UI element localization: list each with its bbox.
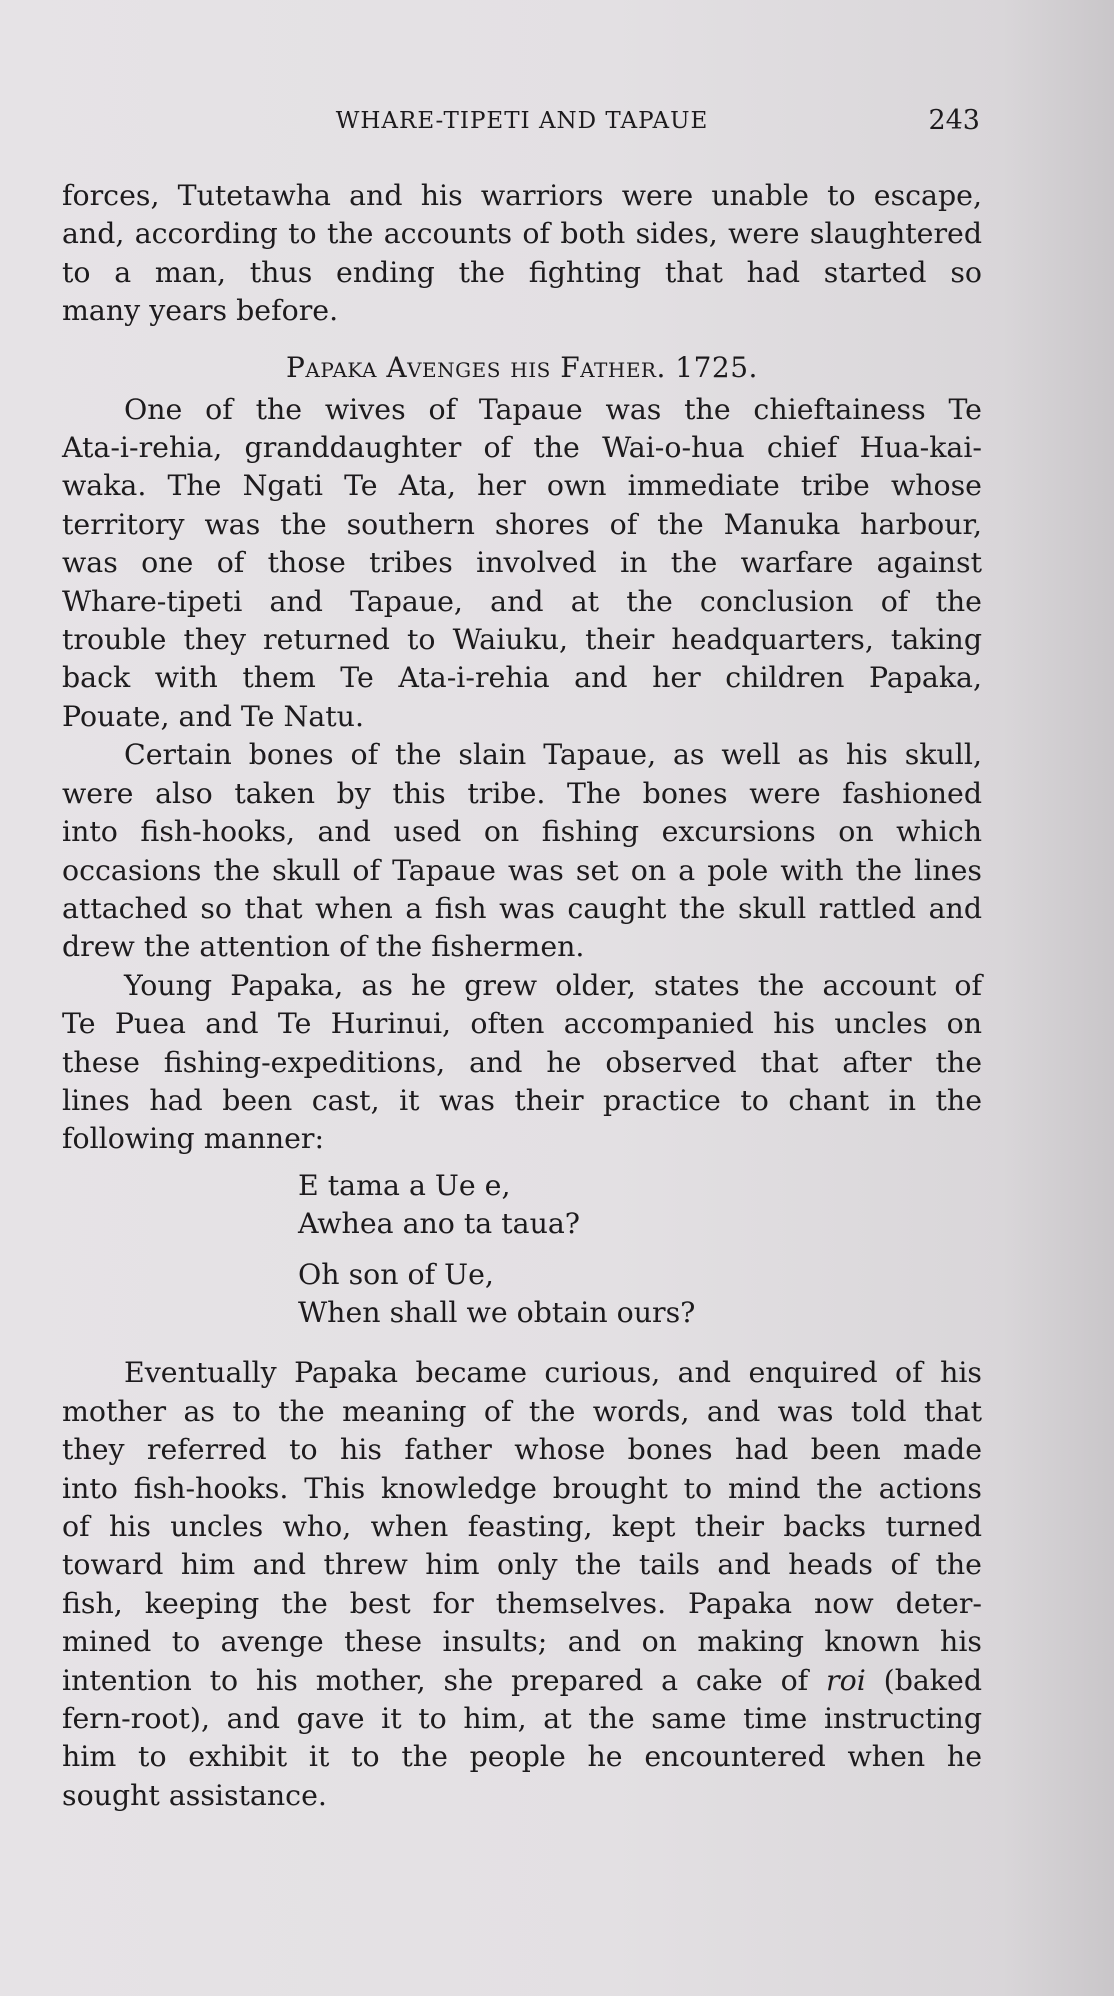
paragraph-line: into fish-hooks, and used on fishing excursions on which [62, 815, 982, 849]
paragraph-line: back with them Te Ata-i-rehia and her children Papaka, [62, 661, 982, 695]
paragraph-line: Eventually Papaka became curious, and enquired of his [124, 1356, 982, 1390]
chant-verse [298, 1167, 982, 1333]
page-number: 243 [928, 105, 980, 136]
paragraph-line: lines had been cast, it was their practice to chant in the [62, 1083, 982, 1117]
paragraph-line: trouble they returned to Waiuku, their headquarters, taking [62, 623, 982, 657]
text-segment: (baked [865, 1663, 982, 1697]
paragraph-line: waka. The Ngati Te Ata, her own immediate tribe whose [62, 469, 982, 503]
running-head [62, 105, 982, 148]
paragraph-line: into fish-hooks. This knowledge brought to mind the actions [62, 1471, 982, 1505]
paragraph-line: Certain bones of the slain Tapaue, as well as his skull, [124, 738, 982, 772]
paragraph-line: mother as to the meaning of the words, and was told that [62, 1394, 982, 1428]
paragraph-line: sought assistance. [62, 1778, 327, 1812]
paragraph-line: was one of those tribes involved in the warfare against [62, 546, 982, 580]
paragraph-line: Young Papaka, as he grew older, states the account of [124, 968, 982, 1002]
paragraph-line: attached so that when a fish was caught the skull rattled and [62, 891, 982, 925]
paragraph-line-mixed [62, 1662, 982, 1700]
chant-line: When shall we obtain ours? [298, 1295, 696, 1329]
paragraph-line: were also taken by this tribe. The bones were fashioned [62, 776, 982, 810]
paragraph-line: territory was the southern shores of the Manuka harbour, [62, 507, 982, 541]
text-segment: intention to his mother, she prepared a cake of [62, 1663, 827, 1697]
paragraph-line: of his uncles who, when feasting, kept their backs turned [62, 1510, 982, 1543]
paragraph-line: fish, keeping the best for themselves. Papaka now deter- [62, 1586, 982, 1620]
paragraph-line: fern-root), and gave it to him, at the same time instructing [62, 1702, 982, 1736]
paragraph-line: following manner: [62, 1122, 325, 1156]
paragraph-line: forces, Tutetawha and his warriors were unable to escape, [62, 179, 982, 212]
paragraph-line: drew the attention of the fishermen. [62, 930, 585, 964]
paragraph-line: they referred to his father whose bones had been made [62, 1433, 982, 1467]
paragraph-line: Whare-tipeti and Tapaue, and at the conclusion of the [62, 584, 982, 618]
paragraph-line: to a man, thus ending the fighting that had started so [62, 255, 982, 289]
chant-line: Awhea ano ta taua? [298, 1207, 581, 1241]
paragraph-line: many years before. [62, 294, 339, 328]
paragraph-line: Te Puea and Te Hurinui, often accompanied his uncles on [62, 1007, 982, 1041]
paragraph-line: and, according to the accounts of both sides, were slaughtered [62, 217, 982, 251]
paragraph-line: toward him and threw him only the tails and heads of the [62, 1548, 982, 1582]
paragraph-line: mined to avenge these insults; and on making known his [62, 1625, 982, 1659]
paragraph-line: occasions the skull of Tapaue was set on a pole with the lines [62, 853, 982, 887]
section-heading: Papaka Avenges his Father. 1725. [286, 350, 758, 384]
paragraph-line: these fishing-expeditions, and he observed that after the [62, 1045, 982, 1079]
chant-line: Oh son of Ue, [298, 1257, 494, 1291]
running-title: WHARE-TIPETI AND TAPAUE [335, 108, 709, 134]
chant-english [298, 1256, 982, 1333]
chant-maori [298, 1167, 982, 1244]
paragraph-line: him to exhibit it to the people he encountered when he [62, 1740, 982, 1774]
chant-line: E tama a Ue e, [298, 1168, 511, 1202]
paragraph-line: Pouate, and Te Natu. [62, 699, 364, 733]
italic-word: roi [826, 1663, 866, 1697]
paragraph-line: One of the wives of Tapaue was the chieftainess Te [124, 392, 982, 426]
paragraph-line: Ata-i-rehia, granddaughter of the Wai-o-hua chief Hua-kai- [62, 431, 982, 465]
body-text [62, 177, 982, 1815]
